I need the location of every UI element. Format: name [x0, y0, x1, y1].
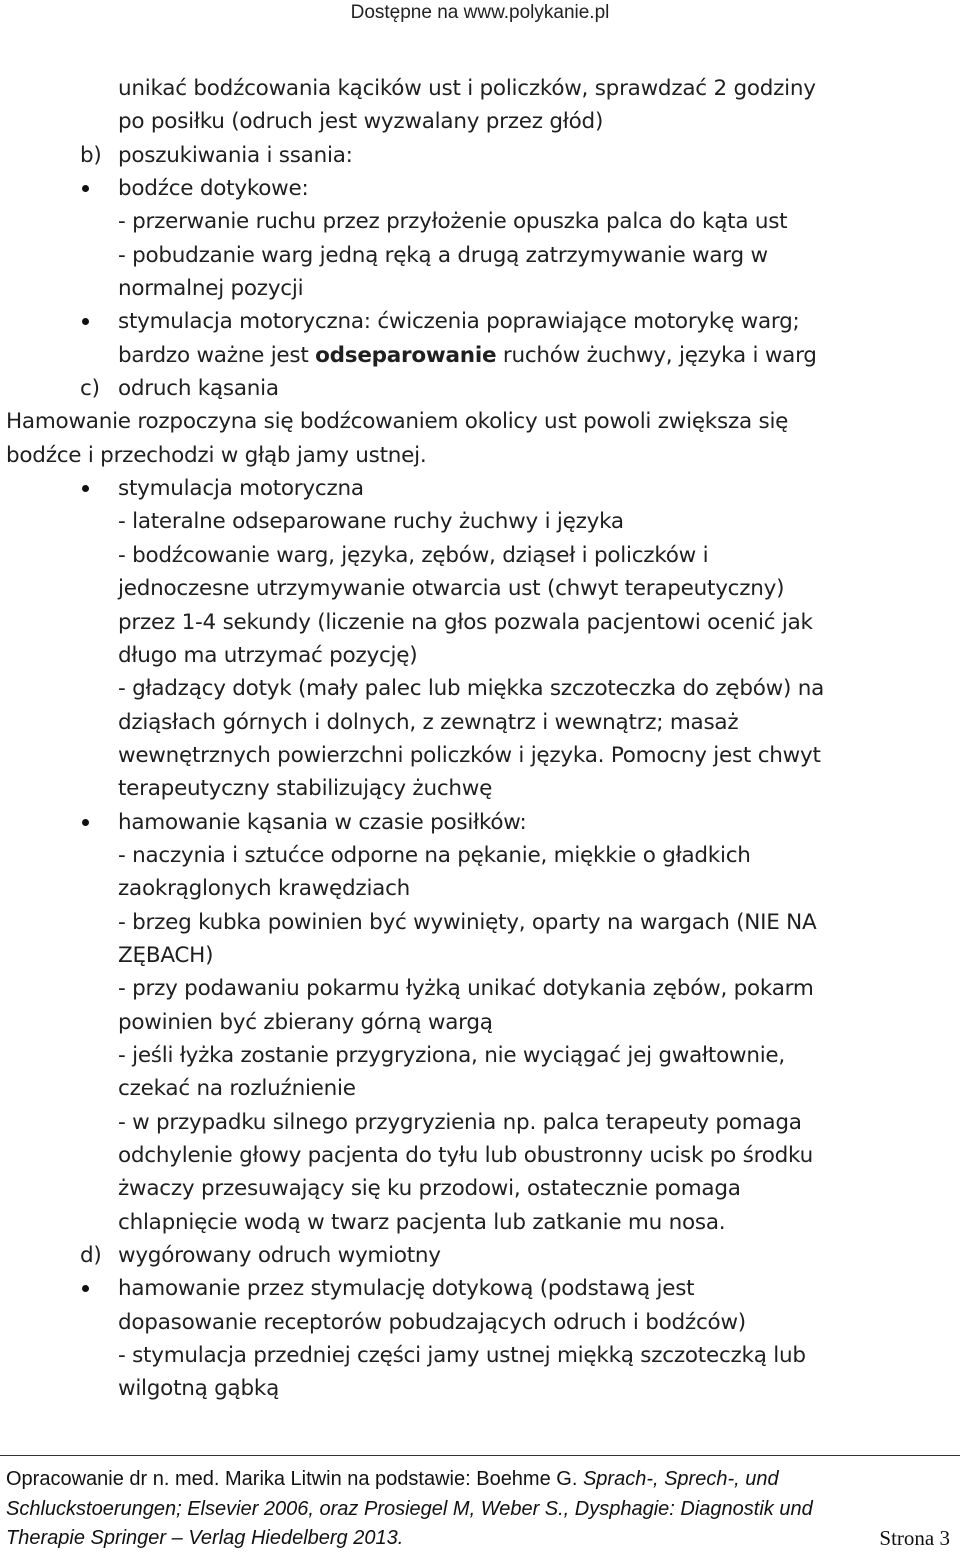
text-line — [0, 439, 960, 472]
footer-source-title: Sprach-, Sprech-, und — [582, 1468, 779, 1490]
line-text: ZĘBACH) — [118, 942, 214, 968]
line-text: - lateralne odseparowane ruchy żuchwy i języka — [118, 509, 624, 535]
text-line — [0, 339, 960, 372]
list-letter-marker: b) — [80, 142, 102, 168]
bullet-icon — [82, 485, 89, 492]
text-line — [0, 1339, 960, 1372]
text-line — [0, 639, 960, 672]
text-line — [0, 239, 960, 272]
footer-line-1 — [6, 1465, 956, 1495]
line-text: stymulacja motoryczna — [118, 476, 364, 502]
line-text: wewnętrznych powierzchni policzków i języka. Pomocny jest chwyt — [118, 742, 821, 768]
text-line — [0, 1239, 960, 1272]
text-line — [0, 1139, 960, 1172]
text-line — [0, 205, 960, 238]
text-line — [0, 472, 960, 505]
text-line — [0, 706, 960, 739]
bullet-icon — [82, 1285, 89, 1292]
list-letter-marker: c) — [80, 376, 100, 402]
bold-term: odseparowanie — [315, 342, 497, 368]
line-text: - jeśli łyżka zostanie przygryziona, nie wyciągać jej gwałtownie, — [118, 1042, 785, 1068]
line-text: - naczynia i sztućce odporne na pękanie, miękkie o gładkich — [118, 842, 751, 868]
text-line — [0, 539, 960, 572]
text-line — [0, 272, 960, 305]
text-line — [0, 172, 960, 205]
text-line — [0, 772, 960, 805]
footer-line-2: Schluckstoerungen; Elsevier 2006, oraz Prosiegel M, Weber S., Dysphagie: Diagnostik und — [6, 1497, 813, 1520]
text-line — [0, 72, 960, 105]
line-text: normalnej pozycji — [118, 276, 304, 302]
line-text: dziąsłach górnych i dolnych, z zewnątrz i wewnątrz; masaż — [118, 709, 739, 735]
line-text: zaokrąglonych krawędziach — [118, 876, 411, 902]
text-line — [0, 1206, 960, 1239]
text-line — [0, 839, 960, 872]
page-header-source: Dostępne na www.polykanie.pl — [350, 2, 610, 23]
line-text: jednoczesne utrzymywanie otwarcia ust (chwyt terapeutyczny) — [118, 576, 785, 602]
text-line — [0, 1372, 960, 1405]
text-line — [0, 405, 960, 438]
line-text: wygórowany odruch wymiotny — [118, 1243, 441, 1269]
line-text: bardzo ważne jest — [118, 342, 316, 368]
line-text: - przy podawaniu pokarmu łyżką unikać dotykania zębów, pokarm — [118, 976, 814, 1002]
text-line — [0, 139, 960, 172]
text-line — [0, 672, 960, 705]
text-line — [0, 1306, 960, 1339]
line-text: - stymulacja przedniej części jamy ustnej miękką szczoteczką lub — [118, 1343, 806, 1369]
line-text: po posiłku (odruch jest wyzwalany przez głód) — [118, 109, 604, 135]
line-text: terapeutyczny stabilizujący żuchwę — [118, 776, 493, 802]
line-text: odchylenie głowy pacjenta do tyłu lub obustronny ucisk po środku — [118, 1143, 813, 1168]
line-text: - przerwanie ruchu przez przyłożenie opuszka palca do kąta ust — [118, 209, 788, 235]
text-line — [0, 1006, 960, 1039]
text-line — [0, 1272, 960, 1305]
line-text: powinien być zbierany górną wargą — [118, 1009, 493, 1035]
text-line — [0, 739, 960, 772]
line-text: przez 1-4 sekundy (liczenie na głos pozwala pacjentowi ocenić jak — [118, 609, 813, 635]
line-text: wilgotną gąbką — [118, 1376, 279, 1402]
line-text: dopasowanie receptorów pobudzających odruch i bodźców) — [118, 1309, 746, 1335]
line-text: czekać na rozluźnienie — [118, 1076, 356, 1102]
text-line — [0, 1106, 960, 1139]
text-line — [0, 806, 960, 839]
text-line — [0, 505, 960, 538]
footer-author: Opracowanie dr n. med. Marika Litwin na podstawie: Boehme G. — [6, 1468, 583, 1490]
line-text: chlapnięcie wodą w twarz pacjenta lub zatkanie mu nosa. — [118, 1209, 726, 1235]
text-line — [0, 939, 960, 972]
page-number: Strona 3 — [879, 1526, 950, 1550]
line-text: - brzeg kubka powinien być wywinięty, oparty na wargach (NIE NA — [118, 909, 817, 935]
line-text: hamowanie przez stymulację dotykową (podstawą jest — [118, 1276, 695, 1302]
text-line — [0, 305, 960, 338]
line-text: Hamowanie rozpoczyna się bodźcowaniem okolicy ust powoli zwiększa się — [6, 409, 789, 435]
text-line — [0, 1039, 960, 1072]
text-line — [0, 972, 960, 1005]
text-line — [0, 606, 960, 639]
line-text: długo ma utrzymać pozycję) — [118, 642, 418, 668]
line-text: - gładzący dotyk (mały palec lub miękka szczoteczka do zębów) na — [118, 676, 825, 702]
line-text: bodźce i przechodzi w głąb jamy ustnej. — [6, 442, 427, 468]
line-text: bodźce dotykowe: — [118, 176, 309, 202]
list-letter-marker: d) — [80, 1243, 102, 1269]
text-line — [0, 1072, 960, 1105]
footer-publisher: Therapie Springer – Verlag Hiedelberg 2013. — [6, 1527, 404, 1549]
line-text: unikać bodźcowania kącików ust i policzków, sprawdzać 2 godziny — [118, 76, 816, 101]
bullet-icon — [82, 819, 89, 826]
footer-line-3 — [6, 1524, 956, 1554]
bullet-icon — [82, 185, 89, 192]
line-text: stymulacja motoryczna: ćwiczenia poprawiające motorykę warg; — [118, 309, 800, 335]
line-text: ruchów żuchwy, języka i warg — [496, 342, 817, 368]
footer-divider — [0, 1455, 960, 1456]
text-line — [0, 105, 960, 138]
line-text: odruch kąsania — [118, 376, 279, 402]
text-line — [0, 372, 960, 405]
text-line — [0, 906, 960, 939]
document-body — [0, 72, 960, 1406]
text-line — [0, 872, 960, 905]
line-text: - bodźcowanie warg, języka, zębów, dziąseł i policzków i — [118, 542, 709, 568]
line-text: poszukiwania i ssania: — [118, 142, 353, 168]
line-text: - pobudzanie warg jedną ręką a drugą zatrzymywanie warg w — [118, 242, 768, 268]
text-line — [0, 572, 960, 605]
line-text: hamowanie kąsania w czasie posiłków: — [118, 809, 527, 835]
line-text: żwaczy przesuwający się ku przodowi, ostatecznie pomaga — [118, 1176, 741, 1202]
text-line — [0, 1172, 960, 1205]
bullet-icon — [82, 318, 89, 325]
page-footer — [6, 1465, 956, 1554]
line-text: - w przypadku silnego przygryzienia np. palca terapeuty pomaga — [118, 1109, 802, 1135]
